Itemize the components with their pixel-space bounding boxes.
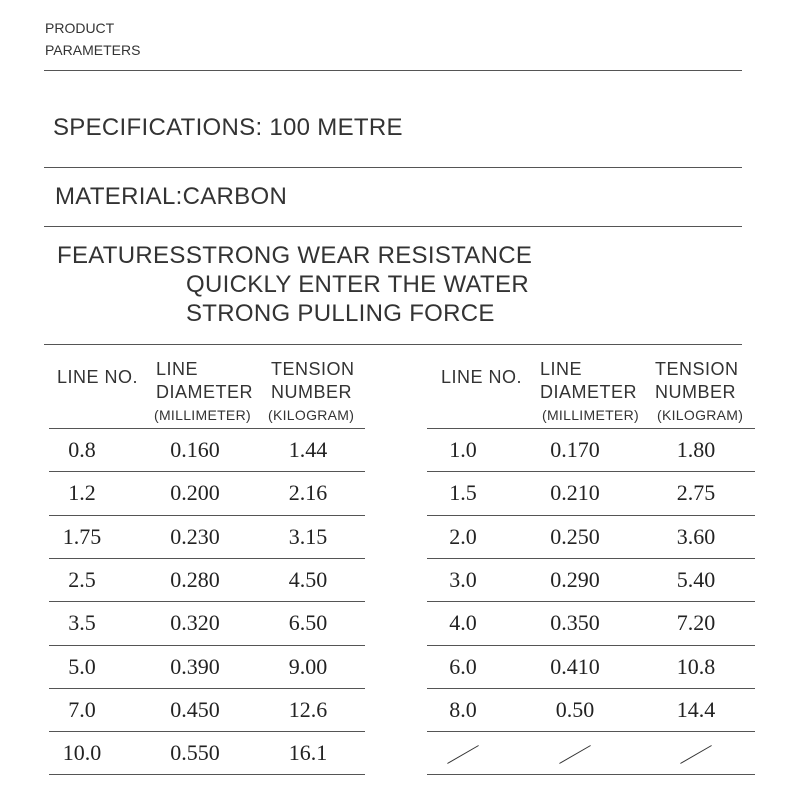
table-cell: 3.5 (68, 610, 96, 636)
table-row-divider (427, 688, 755, 689)
table-cell: 4.50 (288, 566, 328, 592)
table-cell: 6.0 (449, 653, 477, 679)
header-parameters: PARAMETERS (45, 42, 141, 58)
table-cell: 1.2 (68, 480, 96, 506)
table-row-divider (427, 471, 755, 472)
col-header-text: DIAMETER (156, 382, 254, 402)
table-cell: 0.320 (170, 610, 220, 636)
table-cell: 0.250 (550, 523, 600, 549)
col-header-line-diameter (156, 358, 253, 404)
table-cell: 0.200 (170, 480, 220, 506)
empty-cell-slash (447, 745, 479, 764)
col-header-text: NUMBER (655, 382, 737, 402)
table-row-divider (49, 731, 365, 732)
table-cell: 4.0 (449, 610, 477, 636)
col-header-line-diameter (540, 358, 637, 404)
table-cell: 0.170 (550, 437, 600, 462)
table-row-divider (49, 558, 365, 559)
col-header-tension-number (655, 358, 739, 404)
table-cell: 0.350 (550, 610, 600, 636)
col-header-line-no: LINE NO. (57, 367, 139, 387)
table-row-divider (427, 731, 755, 732)
table-row-divider (49, 428, 365, 429)
table-row-divider (427, 428, 755, 429)
table-cell: 3.0 (449, 566, 477, 592)
table-cell: 16.1 (288, 740, 328, 766)
col-header-text: LINE (156, 359, 199, 379)
table-cell: 8.0 (449, 696, 477, 722)
col-header-text: TENSION (655, 359, 739, 379)
table-cell: 0.230 (170, 523, 220, 549)
table-row-divider (427, 774, 755, 775)
col-header-diameter-unit: (MILLIMETER) (542, 407, 639, 423)
table-cell: 3.60 (676, 523, 716, 549)
divider (44, 226, 742, 227)
table-cell: 5.40 (676, 566, 716, 592)
table-row-divider (427, 645, 755, 646)
table-cell: 7.0 (68, 696, 96, 722)
col-header-text: DIAMETER (540, 382, 638, 402)
feature-item: QUICKLY ENTER THE WATER (186, 271, 529, 298)
table-cell: 1.80 (676, 437, 716, 462)
table-cell: 2.0 (449, 523, 477, 549)
specifications-text: SPECIFICATIONS: 100 METRE (53, 114, 403, 141)
table-cell: 2.75 (676, 480, 716, 506)
table-cell: 0.410 (550, 653, 600, 679)
table-cell: 2.16 (288, 480, 328, 506)
table-cell: 0.210 (550, 480, 600, 506)
table-cell: 7.20 (676, 610, 716, 636)
col-header-text: TENSION (271, 359, 355, 379)
table-cell: 1.5 (449, 480, 477, 506)
empty-cell-slash (680, 745, 712, 764)
col-header-tension-number (271, 358, 355, 404)
table-cell: 6.50 (288, 610, 328, 636)
table-row-divider (427, 558, 755, 559)
table-cell: 14.4 (676, 696, 716, 722)
table-cell: 0.280 (170, 566, 220, 592)
features-label: FEATURES: (57, 242, 193, 269)
table-cell: 0.290 (550, 566, 600, 592)
table-row-divider (49, 471, 365, 472)
col-header-diameter-unit: (MILLIMETER) (154, 407, 251, 423)
col-header-text: NUMBER (271, 382, 353, 402)
table-row-divider (427, 601, 755, 602)
table-row-divider (49, 688, 365, 689)
feature-item: STRONG WEAR RESISTANCE (186, 242, 533, 269)
feature-item: STRONG PULLING FORCE (186, 300, 495, 327)
table-row-divider (49, 774, 365, 775)
col-header-line-no: LINE NO. (441, 367, 523, 387)
table-cell: 0.450 (170, 696, 220, 722)
table-cell: 1.75 (62, 523, 102, 549)
table-row-divider (49, 515, 365, 516)
table-cell: 0.160 (170, 437, 220, 462)
table-cell: 0.50 (555, 696, 595, 722)
divider (44, 70, 742, 71)
divider (44, 344, 742, 345)
table-cell: 5.0 (68, 653, 96, 679)
table-row-divider (427, 515, 755, 516)
table-cell: 3.15 (288, 523, 328, 549)
table-row-divider (49, 645, 365, 646)
table-cell: 9.00 (288, 653, 328, 679)
table-cell: 0.8 (68, 437, 96, 462)
col-header-tension-unit: (KILOGRAM) (268, 407, 355, 423)
table-row-divider (49, 601, 365, 602)
table-cell: 12.6 (288, 696, 328, 722)
col-header-tension-unit: (KILOGRAM) (657, 407, 744, 423)
table-cell: 0.550 (170, 740, 220, 766)
table-cell: 1.44 (288, 437, 328, 462)
col-header-text: LINE (540, 359, 583, 379)
divider (44, 167, 742, 168)
table-cell: 0.390 (170, 653, 220, 679)
table-cell: 10.0 (62, 740, 102, 766)
material-text: MATERIAL:CARBON (55, 183, 288, 210)
empty-cell-slash (559, 745, 591, 764)
table-cell: 10.8 (676, 653, 716, 679)
header-product: PRODUCT (45, 20, 115, 36)
table-cell: 2.5 (68, 566, 96, 592)
table-cell: 1.0 (449, 437, 477, 462)
